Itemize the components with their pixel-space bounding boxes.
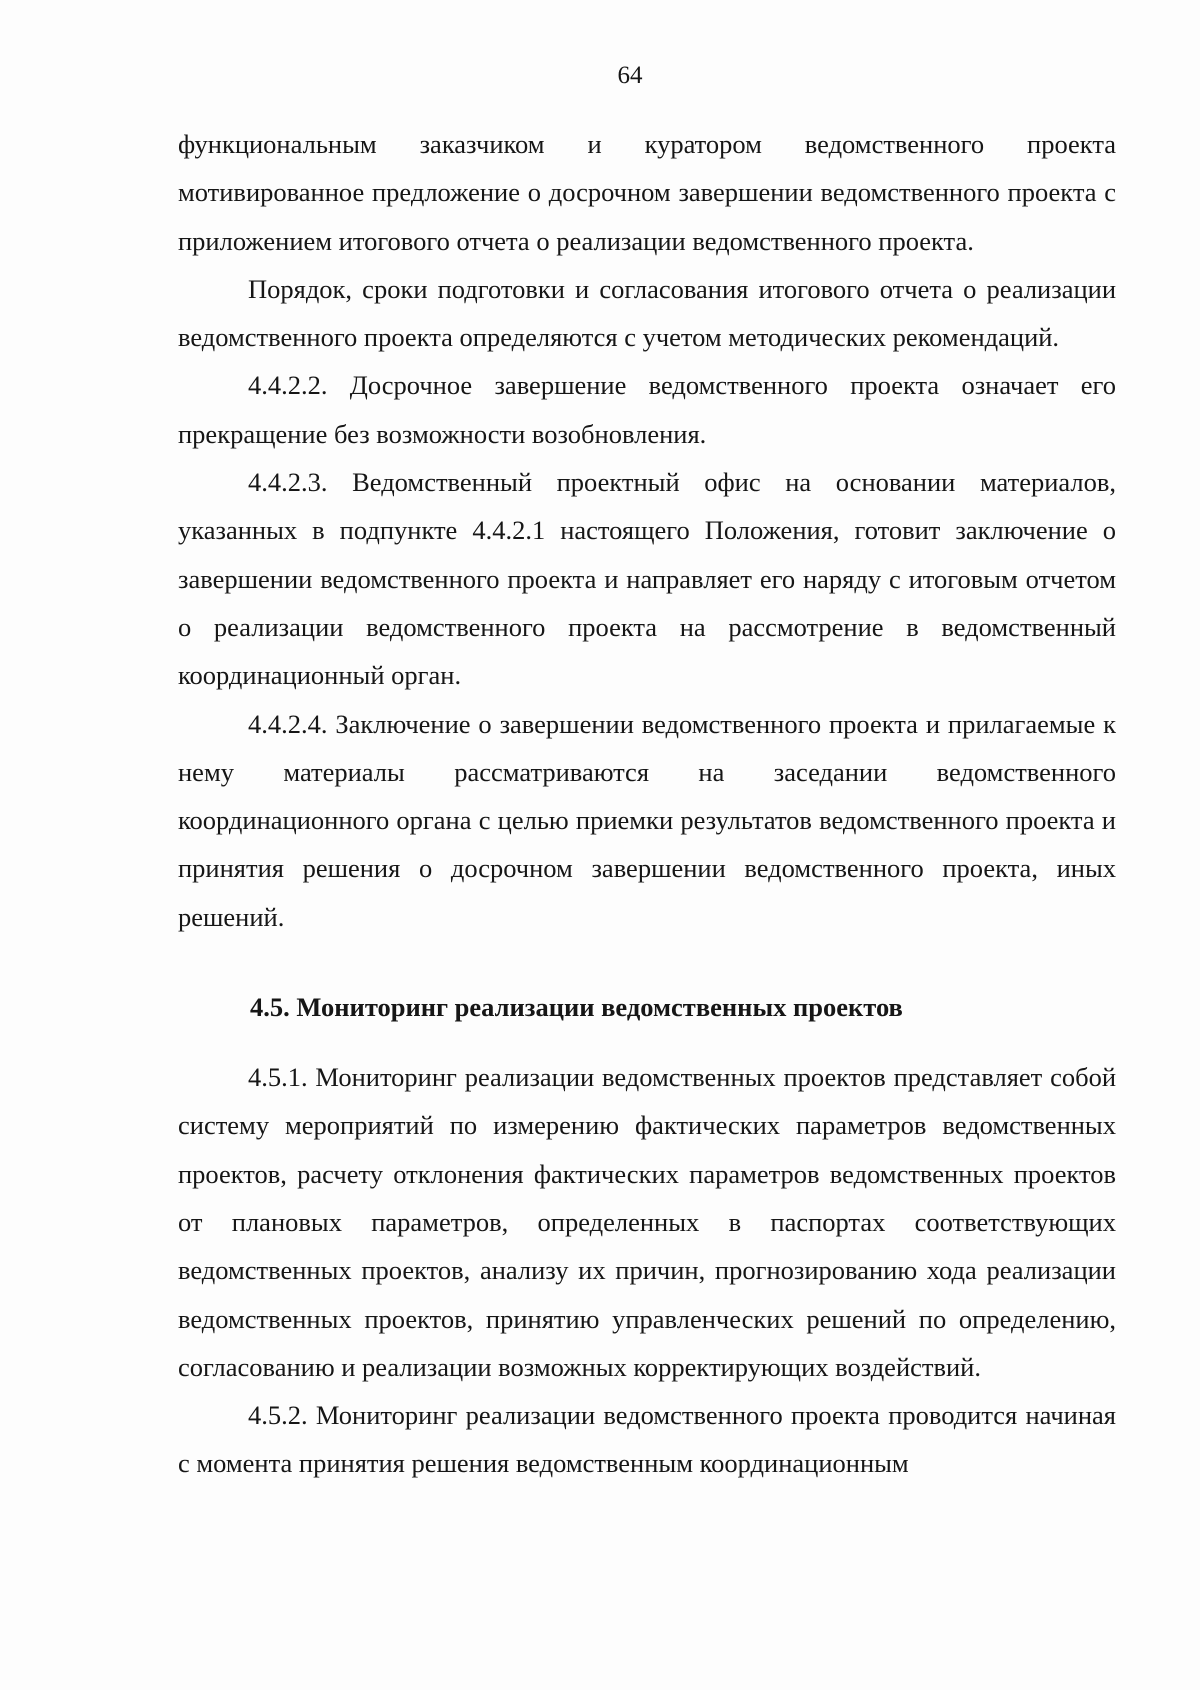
paragraph: 4.4.2.2. Досрочное завершение ведомственного проекта означает его прекращение без возможности возобновления.	[178, 370, 1116, 449]
paragraph: 4.4.2.3. Ведомственный проектный офис на основании материалов, указанных в подпункте 4.4.2.1 настоящего Положения, готовит заключение о завершении ведомственного проекта и направляет его наряду с итоговым отчетом о реализации ведомственного проекта на рассмотрение в ведомственный координационный орган.	[178, 467, 1116, 691]
spacer	[178, 941, 1116, 983]
paragraph: Порядок, сроки подготовки и согласования итогового отчета о реализации ведомственного проекта определяются с учетом методических рекомендаций.	[178, 273, 1116, 353]
paragraph: функциональным заказчиком и куратором ведомственного проекта мотивированное предложение о досрочном завершении ведомственного проекта с приложением итогового отчета о реализации ведомственного проекта.	[178, 129, 1116, 256]
section-heading: 4.5. Мониторинг реализации ведомственных проектов	[250, 992, 903, 1023]
spacer	[178, 1031, 1116, 1053]
page-number: 64	[617, 62, 643, 89]
paragraph: 4.5.1. Мониторинг реализации ведомственных проектов представляет собой систему мероприятий по измерению фактических параметров ведомственных проектов, расчету отклонения фактических параметров ведомственных проектов от плановых параметров, определенных в паспортах соответствующих ведомственных проектов, анализу их причин, прогнозированию хода реализации ведомственных проектов, принятию управленческих решений по определению, согласованию и реализации возможных корректирующих воздействий.	[178, 1062, 1116, 1382]
paragraph: 4.5.2. Мониторинг реализации ведомственного проекта проводится начиная с момента принятия решения ведомственным координационным	[178, 1400, 1116, 1479]
paragraph: 4.4.2.4. Заключение о завершении ведомственного проекта и прилагаемые к нему материалы рассматриваются на заседании ведомственного координационного органа с целью приемки результатов ведомственного проекта и принятия решения о досрочном завершении ведомственного проекта, иных решений.	[178, 708, 1116, 932]
document-body	[178, 120, 1116, 1488]
